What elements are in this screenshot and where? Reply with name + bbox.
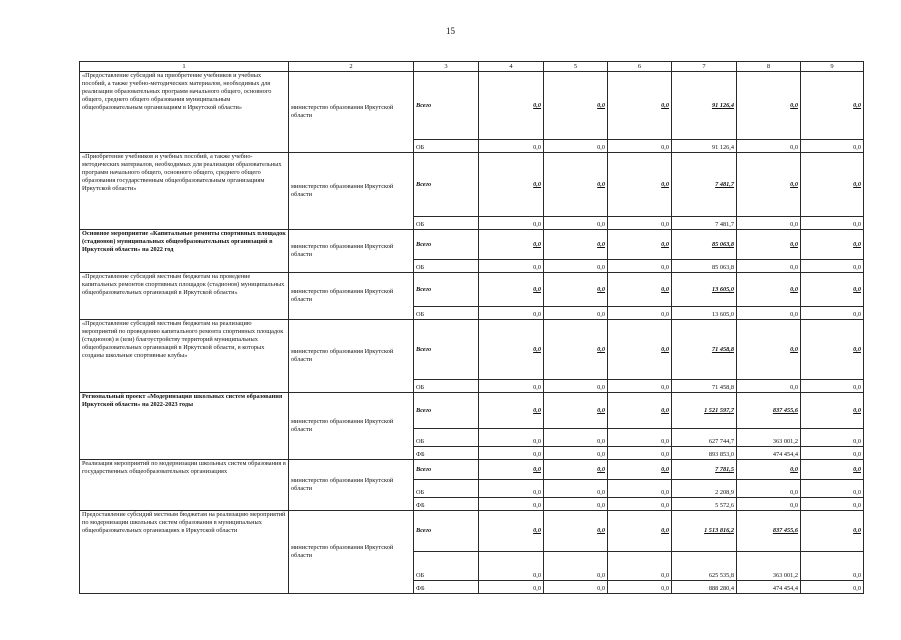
responsible-executor: министерство образования Иркутской области [289,393,414,460]
amount-cell: 0,0 [608,260,672,273]
amount-cell: 0,0 [544,429,608,447]
amount-cell: 71 458,8 [672,380,737,393]
column-number: 6 [608,62,672,72]
funding-source: Всего [414,460,479,480]
responsible-executor: министерство образования Иркутской области [289,511,414,594]
funding-source: ОБ [414,380,479,393]
amount-cell: 0,0 [801,429,864,447]
amount-cell: 0,0 [479,393,544,429]
amount-cell: 0,0 [608,380,672,393]
amount-cell: 0,0 [737,153,801,217]
amount-cell: 0,0 [479,260,544,273]
amount-cell: 0,0 [608,217,672,230]
amount-cell: 0,0 [479,480,544,498]
amount-cell: 1 521 597,7 [672,393,737,429]
amount-cell: 0,0 [544,380,608,393]
amount-cell: 893 853,0 [672,447,737,460]
amount-cell: 0,0 [479,552,544,581]
amount-cell: 0,0 [608,447,672,460]
funding-source: Всего [414,72,479,140]
amount-cell: 0,0 [479,307,544,320]
amount-cell: 13 605,0 [672,273,737,307]
amount-cell: 0,0 [608,140,672,153]
amount-cell: 0,0 [737,480,801,498]
amount-cell: 0,0 [479,217,544,230]
measure-description: «Предоставление субсидий местным бюджетам на реализацию мероприятий по проведению капитального ремонта спортивных площадок (стадионов) и (или) благоустройству территорий муниципальных общеобразовательных организаций в Иркутской области, в которых созданы школьные спортивные клубы» [80,320,289,393]
amount-cell: 888 280,4 [672,581,737,594]
total-row [80,153,864,217]
measure-description: Региональный проект «Модернизация школьных систем образования Иркутской области» на 2022-2023 годы [80,393,289,460]
column-number: 3 [414,62,479,72]
amount-cell: 0,0 [801,380,864,393]
amount-cell: 13 605,0 [672,307,737,320]
responsible-executor: министерство образования Иркутской области [289,273,414,320]
measure-description: «Предоставление субсидий на приобретение учебников и учебных пособий, а также учебно-методических материалов, необходимых для реализации образовательных программ начального общего, основного общего, среднего общего образования муниципальным общеобразовательным организациям в Иркутской области» [80,72,289,153]
amount-cell: 7 781,5 [672,460,737,480]
column-number: 4 [479,62,544,72]
funding-source: ФБ [414,447,479,460]
amount-cell: 0,0 [801,273,864,307]
amount-cell: 0,0 [801,153,864,217]
total-row [80,460,864,480]
amount-cell: 0,0 [801,511,864,552]
funding-source: ОБ [414,429,479,447]
funding-source: ФБ [414,581,479,594]
responsible-executor: министерство образования Иркутской области [289,153,414,230]
funding-source: ФБ [414,498,479,511]
amount-cell: 0,0 [801,320,864,380]
amount-cell: 837 455,6 [737,393,801,429]
amount-cell: 5 572,6 [672,498,737,511]
amount-cell: 91 126,4 [672,72,737,140]
amount-cell: 0,0 [801,581,864,594]
responsible-executor: министерство образования Иркутской области [289,230,414,273]
funding-source: Всего [414,230,479,260]
amount-cell: 0,0 [737,320,801,380]
funding-source: ОБ [414,140,479,153]
amount-cell: 0,0 [479,581,544,594]
amount-cell: 0,0 [801,460,864,480]
funding-source: ОБ [414,307,479,320]
amount-cell: 0,0 [544,511,608,552]
amount-cell: 0,0 [801,393,864,429]
responsible-executor: министерство образования Иркутской области [289,460,414,511]
amount-cell: 0,0 [737,307,801,320]
funding-source: ОБ [414,552,479,581]
total-row [80,273,864,307]
funding-source: Всего [414,273,479,307]
amount-cell: 0,0 [479,230,544,260]
amount-cell: 474 454,4 [737,581,801,594]
amount-cell: 0,0 [801,260,864,273]
amount-cell: 0,0 [608,511,672,552]
amount-cell: 0,0 [801,140,864,153]
amount-cell: 0,0 [608,429,672,447]
amount-cell: 2 208,9 [672,480,737,498]
amount-cell: 71 458,8 [672,320,737,380]
funding-source: Всего [414,393,479,429]
measure-description: Предоставление субсидий местным бюджетам на реализацию мероприятий по модернизации школьных систем образования в муниципальных общеобразовательных организациях в Иркутской области [80,511,289,594]
amount-cell: 0,0 [479,320,544,380]
amount-cell: 0,0 [801,72,864,140]
amount-cell: 0,0 [608,307,672,320]
funding-source: ОБ [414,480,479,498]
funding-source: ОБ [414,217,479,230]
amount-cell: 0,0 [608,581,672,594]
amount-cell: 0,0 [801,230,864,260]
amount-cell: 0,0 [544,552,608,581]
amount-cell: 0,0 [608,230,672,260]
amount-cell: 0,0 [801,552,864,581]
amount-cell: 0,0 [479,498,544,511]
responsible-executor: министерство образования Иркутской области [289,320,414,393]
column-number: 9 [801,62,864,72]
amount-cell: 0,0 [544,260,608,273]
funding-source: Всего [414,511,479,552]
amount-cell: 0,0 [737,217,801,230]
amount-cell: 0,0 [544,72,608,140]
funding-source: Всего [414,153,479,217]
amount-cell: 0,0 [479,380,544,393]
amount-cell: 0,0 [801,480,864,498]
amount-cell: 0,0 [544,498,608,511]
amount-cell: 0,0 [544,393,608,429]
funding-source: ОБ [414,260,479,273]
amount-cell: 1 513 816,2 [672,511,737,552]
total-row [80,230,864,260]
amount-cell: 0,0 [608,498,672,511]
amount-cell: 0,0 [801,498,864,511]
amount-cell: 0,0 [801,447,864,460]
column-number: 7 [672,62,737,72]
amount-cell: 0,0 [544,153,608,217]
amount-cell: 837 455,6 [737,511,801,552]
column-number: 8 [737,62,801,72]
column-number: 5 [544,62,608,72]
amount-cell: 0,0 [737,72,801,140]
amount-cell: 85 063,8 [672,230,737,260]
column-number-row [80,62,864,72]
amount-cell: 0,0 [608,72,672,140]
amount-cell: 0,0 [608,480,672,498]
measure-description: Основное мероприятие «Капитальные ремонты спортивных площадок (стадионов) муниципальных общеобразовательных организаций в Иркутской области» на 2022 год [80,230,289,273]
amount-cell: 0,0 [737,380,801,393]
amount-cell: 0,0 [544,581,608,594]
total-row [80,393,864,429]
amount-cell: 0,0 [479,447,544,460]
responsible-executor: министерство образования Иркутской области [289,72,414,153]
amount-cell: 363 001,2 [737,552,801,581]
total-row [80,320,864,380]
amount-cell: 0,0 [544,307,608,320]
amount-cell: 363 001,2 [737,429,801,447]
funding-source: Всего [414,320,479,380]
column-number: 1 [80,62,289,72]
amount-cell: 627 744,7 [672,429,737,447]
amount-cell: 91 126,4 [672,140,737,153]
amount-cell: 625 535,8 [672,552,737,581]
amount-cell: 0,0 [479,460,544,480]
amount-cell: 0,0 [608,273,672,307]
amount-cell: 0,0 [608,393,672,429]
amount-cell: 0,0 [479,511,544,552]
amount-cell: 7 481,7 [672,217,737,230]
amount-cell: 0,0 [479,72,544,140]
amount-cell: 0,0 [544,140,608,153]
amount-cell: 0,0 [737,140,801,153]
measure-description: Реализация мероприятий по модернизации школьных систем образования в государственных общеобразовательных организациях [80,460,289,511]
amount-cell: 85 063,8 [672,260,737,273]
amount-cell: 474 454,4 [737,447,801,460]
amount-cell: 0,0 [801,307,864,320]
amount-cell: 0,0 [737,260,801,273]
amount-cell: 0,0 [479,273,544,307]
amount-cell: 0,0 [544,460,608,480]
amount-cell: 0,0 [737,498,801,511]
amount-cell: 0,0 [544,447,608,460]
total-row [80,72,864,140]
total-row [80,511,864,552]
amount-cell: 0,0 [801,217,864,230]
amount-cell: 0,0 [737,230,801,260]
amount-cell: 0,0 [608,552,672,581]
amount-cell: 0,0 [544,230,608,260]
amount-cell: 7 481,7 [672,153,737,217]
column-number: 2 [289,62,414,72]
amount-cell: 0,0 [608,460,672,480]
amount-cell: 0,0 [608,320,672,380]
amount-cell: 0,0 [608,153,672,217]
amount-cell: 0,0 [544,273,608,307]
amount-cell: 0,0 [479,140,544,153]
amount-cell: 0,0 [544,217,608,230]
amount-cell: 0,0 [544,480,608,498]
amount-cell: 0,0 [479,429,544,447]
measure-description: «Предоставление субсидий местным бюджетам на проведение капитальных ремонтов спортивных площадок (стадионов) муниципальных общеобразовательных организаций в Иркутской области» [80,273,289,320]
amount-cell: 0,0 [737,460,801,480]
page-number: 15 [446,26,455,36]
measure-description: «Приобретение учебников и учебных пособий, а также учебно-методических материалов, необходимых для реализации образовательных программ начального общего, основного общего, среднего общего образования государственным общеобразовательным организациям Иркутской области» [80,153,289,230]
amount-cell: 0,0 [737,273,801,307]
amount-cell: 0,0 [479,153,544,217]
financing-table [79,61,864,594]
amount-cell: 0,0 [544,320,608,380]
